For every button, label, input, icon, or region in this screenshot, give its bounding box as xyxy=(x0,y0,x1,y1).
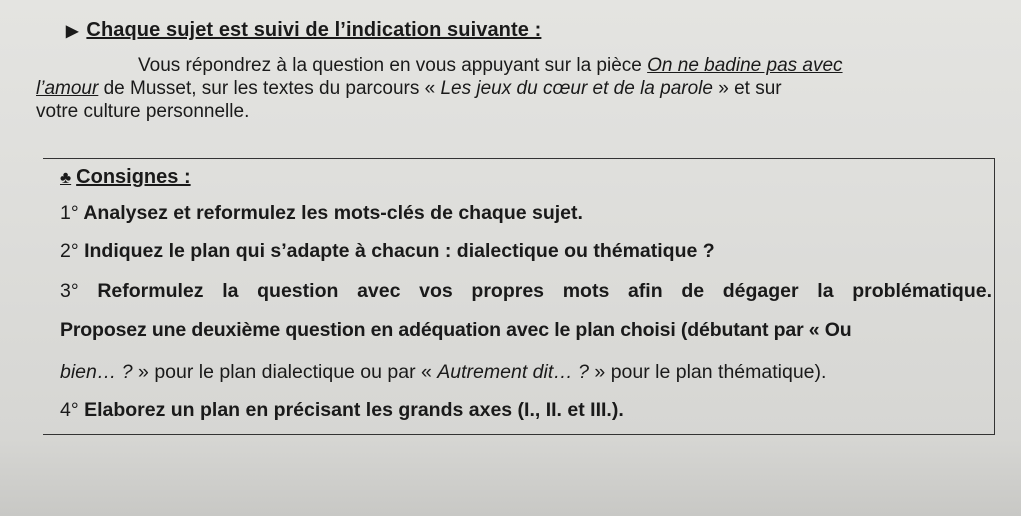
consigne-italic: bien… ? xyxy=(60,361,133,383)
consignes-title xyxy=(60,166,191,189)
intro-text-2: de Musset, sur les textes du parcours « xyxy=(98,78,441,99)
intro-text-4: votre culture personnelle. xyxy=(36,101,250,122)
intro-text-1: Vous répondrez à la question en vous appuyant sur la pièce xyxy=(138,55,648,76)
club-bullet-icon: ♣ xyxy=(60,168,72,187)
consigne-text: Reformulez la question avec vos propres mots afin de dégager la problématique. xyxy=(78,280,992,302)
consigne-text: Analysez et reformulez les mots-clés de chaque sujet. xyxy=(78,202,583,224)
consigne-item-3 xyxy=(60,280,992,303)
consigne-text: » pour le plan thématique). xyxy=(589,361,827,383)
consignes-title-text: Consignes : xyxy=(76,166,191,188)
consigne-item-4 xyxy=(60,399,624,422)
work-title-2: l’amour xyxy=(36,78,99,99)
parcours-title: Les jeux du cœur et de la parole xyxy=(440,78,713,99)
work-title-1: On ne badine pas avec xyxy=(647,55,843,76)
consigne-number: 4° xyxy=(60,399,79,421)
consigne-italic: Autrement dit… ? xyxy=(437,361,590,383)
indication-heading-text: Chaque sujet est suivi de l’indication suivante : xyxy=(86,19,542,41)
indication-heading xyxy=(66,19,541,42)
consigne-number: 3° xyxy=(60,280,79,302)
intro-text-3: » et sur xyxy=(712,78,782,99)
consigne-item-2 xyxy=(60,240,715,263)
consigne-number: 1° xyxy=(60,202,79,224)
intro-paragraph xyxy=(36,54,966,123)
consigne-text: Elaborez un plan en précisant les grands axes (I., II. et III.). xyxy=(78,399,624,421)
consigne-text: Proposez une deuxième question en adéquation avec le plan choisi (débutant par « Ou xyxy=(60,319,852,341)
consigne-text: » pour le plan dialectique ou par « xyxy=(132,361,438,383)
consigne-text: Indiquez le plan qui s’adapte à chacun : dialectique ou thématique ? xyxy=(78,240,715,262)
consigne-item-3-continued xyxy=(60,319,996,342)
consigne-item-1 xyxy=(60,202,583,225)
consigne-number: 2° xyxy=(60,240,79,262)
arrow-bullet-icon: ▶ xyxy=(66,23,79,40)
consigne-item-3-end xyxy=(60,361,826,384)
